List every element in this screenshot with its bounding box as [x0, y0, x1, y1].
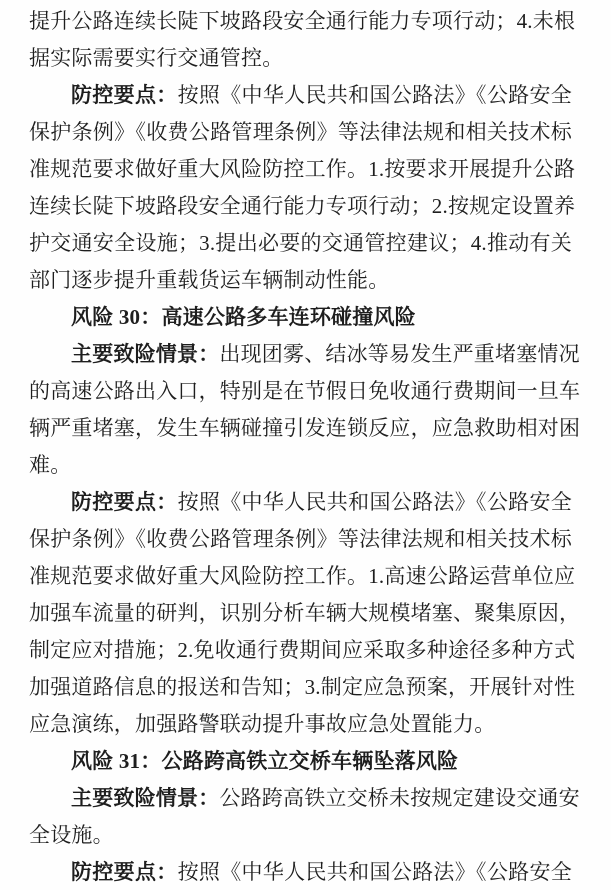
bold-label: 防控要点： [71, 490, 178, 514]
text-segment: 加强车流量的研判，识别分析车辆大规模堵塞、聚集原因， [29, 601, 581, 625]
text-segment: 难。 [29, 453, 72, 477]
text-line [29, 817, 572, 854]
text-segment: 的高速公路出入口，特别是在节假日免收通行费期间一旦车 [29, 379, 581, 403]
text-line [29, 77, 572, 114]
document-body [29, 3, 581, 890]
text-line [29, 40, 572, 77]
text-segment: 保护条例》《收费公路管理条例》等法律法规和相关技术标 [29, 120, 572, 144]
text-line [29, 743, 572, 780]
text-line [29, 262, 572, 299]
bold-label: 防控要点： [71, 83, 178, 107]
text-line [29, 521, 572, 558]
text-line [29, 151, 576, 188]
text-line [29, 410, 581, 447]
text-line [29, 3, 576, 40]
text-line [29, 447, 572, 484]
text-line [29, 225, 572, 262]
text-segment: 按照《中华人民共和国公路法》《公路安全 [177, 860, 572, 884]
text-line [29, 336, 580, 373]
text-segment: 应急演练，加强路警联动提升事故应急处置能力。 [29, 712, 496, 736]
text-line [29, 299, 572, 336]
text-segment: 保护条例》《收费公路管理条例》等法律法规和相关技术标 [29, 527, 572, 551]
text-segment: 按照《中华人民共和国公路法》《公路安全 [177, 83, 572, 107]
bold-label: 风险 30：高速公路多车连环碰撞风险 [71, 305, 416, 329]
text-segment: 准规范要求做好重大风险防控工作。1.高速公路运营单位应 [29, 564, 576, 588]
text-line [29, 114, 572, 151]
text-segment: 按照《中华人民共和国公路法》《公路安全 [177, 490, 572, 514]
text-line [29, 558, 576, 595]
text-segment: 连续长陡下坡路段安全通行能力专项行动；2.按规定设置养 [29, 194, 576, 218]
text-line [29, 373, 581, 410]
text-line [29, 854, 572, 890]
text-segment: 护交通安全设施；3.提出必要的交通管控建议；4.推动有关 [29, 231, 572, 255]
text-segment: 准规范要求做好重大风险防控工作。1.按要求开展提升公路 [29, 157, 576, 181]
text-line [29, 484, 572, 521]
text-line [29, 632, 576, 669]
text-segment: 辆严重堵塞，发生车辆碰撞引发连锁反应，应急救助相对困 [29, 416, 581, 440]
text-segment: 提升公路连续长陡下坡路段安全通行能力专项行动；4.未根 [29, 9, 576, 33]
text-line [29, 780, 580, 817]
text-line [29, 669, 576, 706]
text-segment: 部门逐步提升重载货运车辆制动性能。 [29, 268, 390, 292]
text-line [29, 595, 581, 632]
bold-label: 主要致险情景： [71, 342, 220, 366]
bold-label: 风险 31：公路跨高铁立交桥车辆坠落风险 [71, 749, 459, 773]
text-segment: 据实际需要实行交通管控。 [29, 46, 284, 70]
bold-label: 主要致险情景： [71, 786, 220, 810]
text-segment: 公路跨高铁立交桥未按规定建设交通安 [219, 786, 580, 810]
text-segment: 制定应对措施；2.免收通行费期间应采取多种途径多种方式 [29, 638, 576, 662]
text-segment: 全设施。 [29, 823, 114, 847]
text-segment: 加强道路信息的报送和告知；3.制定应急预案，开展针对性 [29, 675, 576, 699]
text-segment: 出现团雾、结冰等易发生严重堵塞情况 [219, 342, 580, 366]
text-line [29, 188, 576, 225]
text-line [29, 706, 572, 743]
bold-label: 防控要点： [71, 860, 178, 884]
